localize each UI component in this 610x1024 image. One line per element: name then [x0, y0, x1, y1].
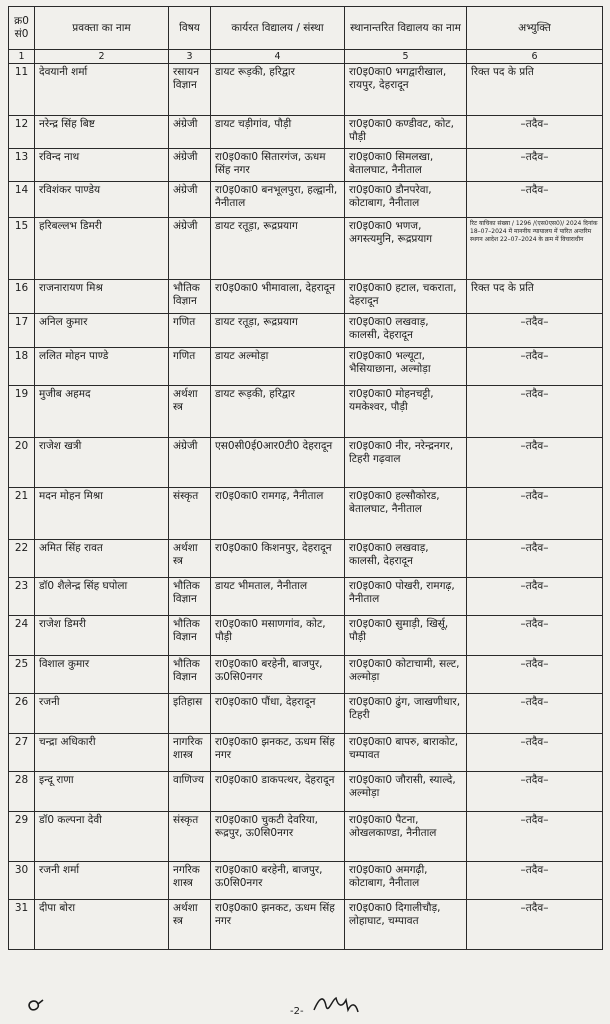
remarks: –तदैव–: [467, 116, 603, 149]
teacher-name: देवयानी शर्मा: [35, 64, 169, 116]
subject: संस्कृत: [169, 812, 211, 862]
header-name: प्रवक्ता का नाम: [35, 7, 169, 50]
current-school: डायट रतूड़ा, रूद्रप्रयाग: [211, 314, 345, 348]
header-subject: विषय: [169, 7, 211, 50]
transferred-school: रा0इ0का0 डौनपरेवा, कोटाबाग, नैनीताल: [345, 182, 467, 218]
teacher-name: अनिल कुमार: [35, 314, 169, 348]
remarks: –तदैव–: [467, 149, 603, 182]
remarks: रिक्त पद के प्रति: [467, 64, 603, 116]
transferred-school: रा0इ0का0 अमगढ़ी, कोटाबाग, नैनीताल: [345, 862, 467, 900]
column-number: 4: [211, 50, 345, 64]
current-school: डायट रतूड़ा, रूद्रप्रयाग: [211, 218, 345, 280]
current-school: रा0इ0का0 पौंधा, देहरादून: [211, 694, 345, 734]
row-sno: 20: [9, 438, 35, 488]
row-sno: 23: [9, 578, 35, 616]
teacher-name: दीपा बोरा: [35, 900, 169, 950]
table-row: [9, 438, 603, 488]
transferred-school: रा0इ0का0 लखवाड़, कालसी, देहरादून: [345, 314, 467, 348]
transferred-school: रा0इ0का0 लखवाड़, कालसी, देहरादून: [345, 540, 467, 578]
remarks: –तदैव–: [467, 616, 603, 656]
row-sno: 21: [9, 488, 35, 540]
row-sno: 28: [9, 772, 35, 812]
teacher-name: मुजीब अहमद: [35, 386, 169, 438]
row-sno: 17: [9, 314, 35, 348]
table-row: [9, 862, 603, 900]
teacher-name: अमित सिंह रावत: [35, 540, 169, 578]
teacher-name: विशाल कुमार: [35, 656, 169, 694]
transferred-school: रा0इ0का0 भणज, अगस्त्यमुनि, रूद्रप्रयाग: [345, 218, 467, 280]
subject: भौतिक विज्ञान: [169, 280, 211, 314]
current-school: रा0इ0का0 बरहेनी, बाजपुर, ऊ0सि0नगर: [211, 862, 345, 900]
row-sno: 26: [9, 694, 35, 734]
transferred-school: रा0इ0का0 मोहनचट्टी, यमकेश्वर, पौड़ी: [345, 386, 467, 438]
row-sno: 22: [9, 540, 35, 578]
page-footer: [0, 992, 610, 1024]
transfer-table: [8, 6, 603, 950]
row-sno: 30: [9, 862, 35, 900]
remarks: –तदैव–: [467, 812, 603, 862]
subject: अंग्रेजी: [169, 116, 211, 149]
remarks: –तदैव–: [467, 772, 603, 812]
subject: भौतिक विज्ञान: [169, 578, 211, 616]
transferred-school: रा0इ0का0 बापरु, बाराकोट, चम्पावत: [345, 734, 467, 772]
remarks: –तदैव–: [467, 314, 603, 348]
current-school: रा0इ0का0 भीमावाला, देहरादून: [211, 280, 345, 314]
remarks: –तदैव–: [467, 438, 603, 488]
table-row: [9, 314, 603, 348]
subject: इतिहास: [169, 694, 211, 734]
teacher-name: डॉ0 शैलेन्द्र सिंह घपोला: [35, 578, 169, 616]
teacher-name: राजनारायण मिश्र: [35, 280, 169, 314]
subject: गणित: [169, 348, 211, 386]
table-row: [9, 218, 603, 280]
column-number: 5: [345, 50, 467, 64]
table-row: [9, 900, 603, 950]
transferred-school: रा0इ0का0 ढुंग, जाखणीधार, टिहरी: [345, 694, 467, 734]
table-row: [9, 280, 603, 314]
table-row: [9, 386, 603, 438]
transferred-school: रा0इ0का0 सिमलखा, बेतालघाट, नैनीताल: [345, 149, 467, 182]
subject: अंग्रेजी: [169, 182, 211, 218]
row-sno: 11: [9, 64, 35, 116]
table-row: [9, 616, 603, 656]
transferred-school: रा0इ0का0 नीर, नरेन्द्रनगर, टिहरी गढ़वाल: [345, 438, 467, 488]
current-school: रा0इ0का0 सितारगंज, ऊधम सिंह नगर: [211, 149, 345, 182]
transferred-school: रा0इ0का0 कण्डीवट, कोट, पौड़ी: [345, 116, 467, 149]
table-row: [9, 64, 603, 116]
transferred-school: रा0इ0का0 जौरासी, स्याल्दे, अल्मोड़ा: [345, 772, 467, 812]
page-number: -2-: [290, 1006, 304, 1017]
header-remarks: अभ्युक्ति: [467, 7, 603, 50]
transferred-school: रा0इ0का0 भगद्वारीखाल, रायपुर, देहरादून: [345, 64, 467, 116]
subject: अंग्रेजी: [169, 149, 211, 182]
teacher-name: राजेश खत्री: [35, 438, 169, 488]
teacher-name: चन्द्रा अधिकारी: [35, 734, 169, 772]
table-row: [9, 656, 603, 694]
remarks: –तदैव–: [467, 900, 603, 950]
teacher-name: मदन मोहन मिश्रा: [35, 488, 169, 540]
remarks: –तदैव–: [467, 734, 603, 772]
transferred-school: रा0इ0का0 सुमाड़ी, खिर्सू, पौड़ी: [345, 616, 467, 656]
remarks: –तदैव–: [467, 386, 603, 438]
current-school: डायट चड़ीगांव, पौड़ी: [211, 116, 345, 149]
current-school: रा0इ0का0 रामगढ़, नैनीताल: [211, 488, 345, 540]
subject: भौतिक विज्ञान: [169, 656, 211, 694]
table-row: [9, 540, 603, 578]
table-row: [9, 772, 603, 812]
teacher-name: नरेन्द्र सिंह बिष्ट: [35, 116, 169, 149]
row-sno: 16: [9, 280, 35, 314]
subject: अर्थशास्त्र: [169, 386, 211, 438]
row-sno: 25: [9, 656, 35, 694]
table-row: [9, 348, 603, 386]
teacher-name: रविन्द नाथ: [35, 149, 169, 182]
current-school: रा0इ0का0 बनभूलपुरा, हल्द्वानी, नैनीताल: [211, 182, 345, 218]
teacher-name: हरिबल्लभ डिमरी: [35, 218, 169, 280]
row-sno: 14: [9, 182, 35, 218]
transferred-school: रा0इ0का0 पैटना, ओखलकाण्डा, नैनीताल: [345, 812, 467, 862]
signature-icon: [312, 992, 372, 1018]
teacher-name: इन्दू राणा: [35, 772, 169, 812]
subject: वाणिज्य: [169, 772, 211, 812]
transferred-school: रा0इ0का0 हटाल, चकराता, देहरादून: [345, 280, 467, 314]
subject: गणित: [169, 314, 211, 348]
column-number: 1: [9, 50, 35, 64]
header-current-school: कार्यरत विद्यालय / संस्था: [211, 7, 345, 50]
current-school: डायट अल्मोड़ा: [211, 348, 345, 386]
table-row: [9, 488, 603, 540]
row-sno: 31: [9, 900, 35, 950]
subject: भौतिक विज्ञान: [169, 616, 211, 656]
remarks: –तदैव–: [467, 578, 603, 616]
row-sno: 29: [9, 812, 35, 862]
subject: अंग्रेजी: [169, 218, 211, 280]
row-sno: 15: [9, 218, 35, 280]
current-school: रा0इ0का0 मसाणगांव, कोट, पौड़ी: [211, 616, 345, 656]
initials-mark-icon: [24, 994, 46, 1016]
remarks: रिट याचिका संख्या / 1296 /(एस0एस0)/ 2024 दिनांक 18–07–2024 में माननीय न्यायालय में पारित अन्तरिम स्थगन आदेश 22–07–2024 के क्रम में विचाराधीन: [467, 218, 603, 280]
current-school: रा0इ0का0 चुकटी देवरिया, रूद्रपुर, ऊ0सि0नगर: [211, 812, 345, 862]
table-row: [9, 116, 603, 149]
row-sno: 19: [9, 386, 35, 438]
subject: अंग्रेजी: [169, 438, 211, 488]
table-row: [9, 578, 603, 616]
column-number: 3: [169, 50, 211, 64]
remarks: रिक्त पद के प्रति: [467, 280, 603, 314]
current-school: रा0इ0का0 किशनपुर, देहरादून: [211, 540, 345, 578]
remarks: –तदैव–: [467, 862, 603, 900]
subject: अर्थशास्त्र: [169, 540, 211, 578]
remarks: –तदैव–: [467, 656, 603, 694]
table-row: [9, 734, 603, 772]
subject: रसायन विज्ञान: [169, 64, 211, 116]
transferred-school: रा0इ0का0 दिगालीचौड़, लोहाघाट, चम्पावत: [345, 900, 467, 950]
table-row: [9, 149, 603, 182]
teacher-name: डॉ0 कल्पना देवी: [35, 812, 169, 862]
transferred-school: रा0इ0का0 पोखरी, रामगढ़, नैनीताल: [345, 578, 467, 616]
header-transferred-school: स्थानान्तरित विद्यालय का नाम: [345, 7, 467, 50]
remarks: –तदैव–: [467, 182, 603, 218]
header-sno: क्र0 सं0: [9, 7, 35, 50]
row-sno: 18: [9, 348, 35, 386]
row-sno: 12: [9, 116, 35, 149]
table-row: [9, 812, 603, 862]
current-school: रा0इ0का0 बरहेनी, बाजपुर, ऊ0सि0नगर: [211, 656, 345, 694]
table-row: [9, 694, 603, 734]
current-school: रा0इ0का0 डाकपत्थर, देहरादून: [211, 772, 345, 812]
teacher-name: रजनी शर्मा: [35, 862, 169, 900]
current-school: एस0सी0ई0आर0टी0 देहरादून: [211, 438, 345, 488]
current-school: रा0इ0का0 झनकट, ऊधम सिंह नगर: [211, 734, 345, 772]
subject: संस्कृत: [169, 488, 211, 540]
current-school: डायट रूड़की, हरिद्वार: [211, 386, 345, 438]
transferred-school: रा0इ0का0 भल्यूटा, भैसियाछाना, अल्मोड़ा: [345, 348, 467, 386]
table-row: [9, 182, 603, 218]
subject: नागरिक शास्त्र: [169, 734, 211, 772]
row-sno: 24: [9, 616, 35, 656]
column-number-row: [9, 50, 603, 64]
subject: अर्थशास्त्र: [169, 900, 211, 950]
column-number: 2: [35, 50, 169, 64]
remarks: –तदैव–: [467, 488, 603, 540]
row-sno: 27: [9, 734, 35, 772]
transferred-school: रा0इ0का0 हल्सौकोरड, बेतालघाट, नैनीताल: [345, 488, 467, 540]
current-school: डायट रूड़की, हरिद्वार: [211, 64, 345, 116]
teacher-name: रजनी: [35, 694, 169, 734]
transferred-school: रा0इ0का0 कोटाचामी, सल्ट, अल्मोड़ा: [345, 656, 467, 694]
teacher-name: ललित मोहन पाण्डे: [35, 348, 169, 386]
header-row: [9, 7, 603, 50]
remarks: –तदैव–: [467, 540, 603, 578]
current-school: रा0इ0का0 झनकट, ऊधम सिंह नगर: [211, 900, 345, 950]
transfer-list-sheet: [8, 6, 604, 950]
teacher-name: रविशंकर पाण्डेय: [35, 182, 169, 218]
remarks: –तदैव–: [467, 694, 603, 734]
current-school: डायट भीमताल, नैनीताल: [211, 578, 345, 616]
teacher-name: राजेश डिमरी: [35, 616, 169, 656]
subject: नगरिक शास्त्र: [169, 862, 211, 900]
row-sno: 13: [9, 149, 35, 182]
column-number: 6: [467, 50, 603, 64]
remarks: –तदैव–: [467, 348, 603, 386]
